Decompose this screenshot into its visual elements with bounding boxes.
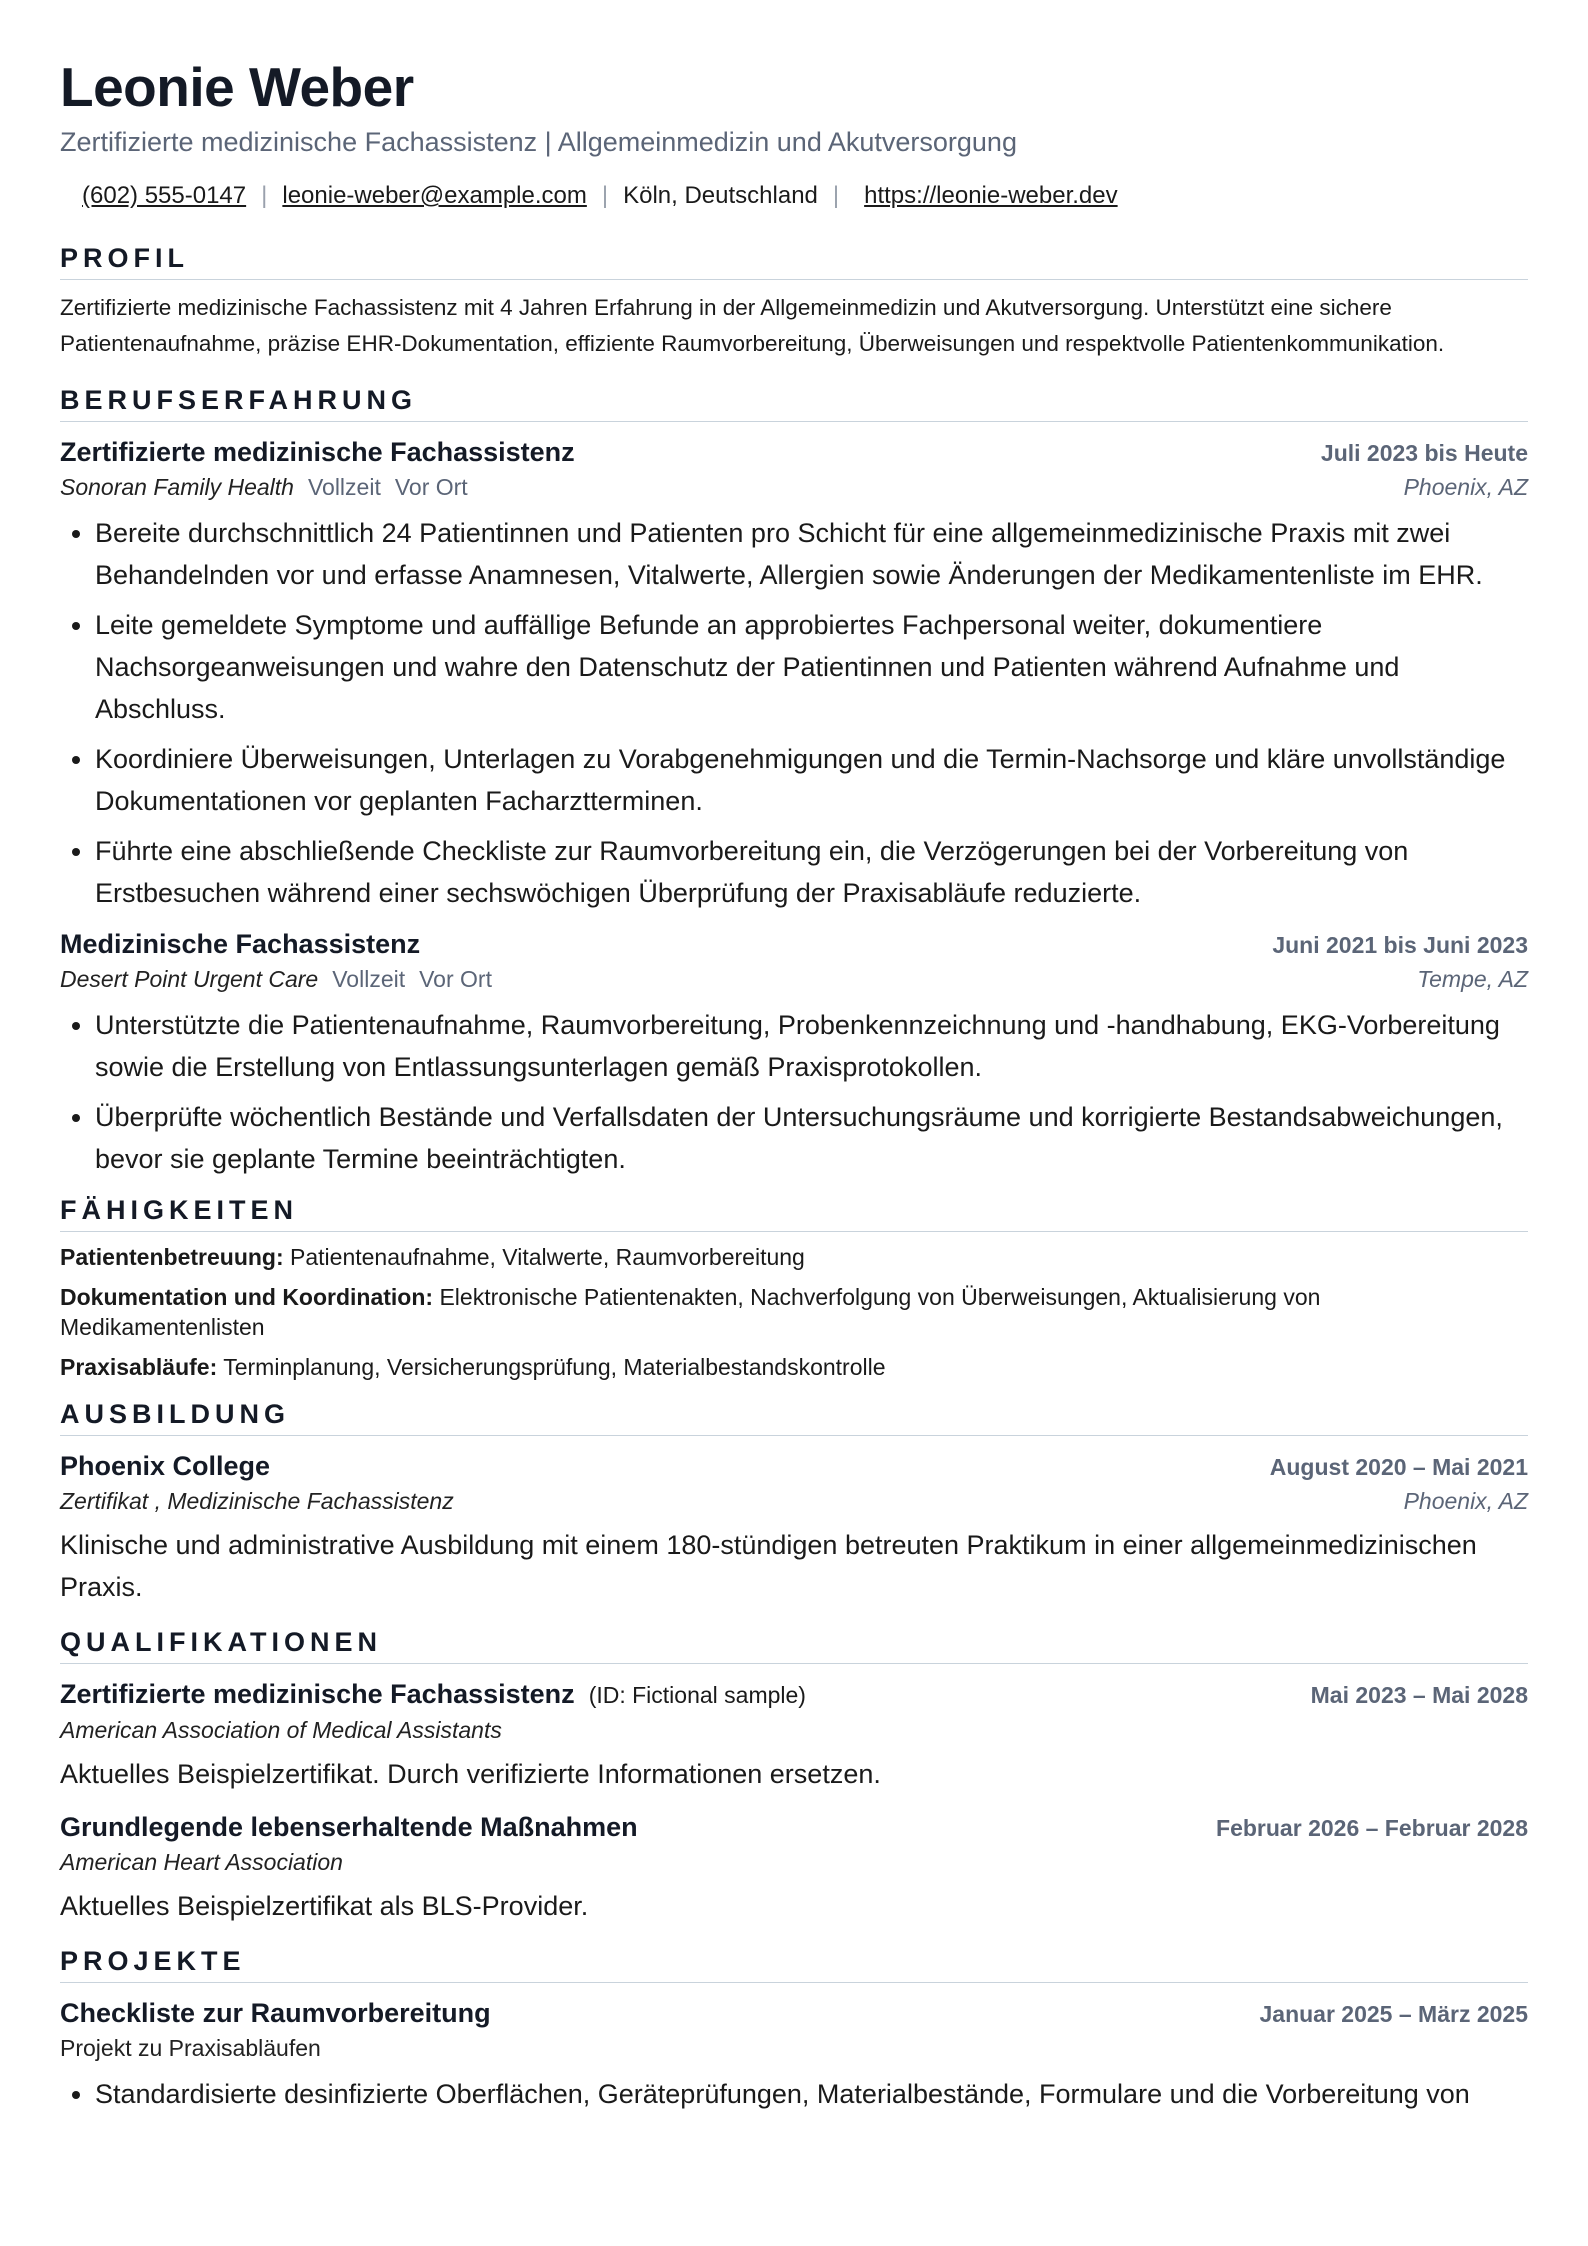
skill-label: Dokumentation und Koordination:	[60, 1284, 434, 1310]
project-title: Checkliste zur Raumvorbereitung	[60, 1998, 491, 2028]
degree: Zertifikat , Medizinische Fachassistenz	[60, 1488, 454, 1514]
qualification-title: Grundlegende lebenserhaltende Maßnahmen	[60, 1812, 638, 1842]
job-title: Zertifizierte medizinische Fachassistenz	[60, 437, 575, 467]
qualification-id: (ID: Fictional sample)	[588, 1682, 806, 1708]
project-entry	[60, 1995, 1528, 2115]
location-text: Köln, Deutschland	[623, 182, 818, 209]
separator: |	[832, 182, 840, 209]
list-item: • Führte eine abschließende Checkliste zur Raumvorbereitung ein, die Verzögerungen bei der Vorbereitung von Erstbesuchen während einer sechswöchigen Überprüfung der Praxisabläufe reduzierte.	[95, 830, 1528, 914]
job-company: Sonoran Family Health Vollzeit Vor Ort	[60, 474, 468, 500]
separator: |	[261, 182, 268, 209]
person-name: Leonie Weber	[60, 56, 414, 118]
header	[60, 52, 1528, 213]
section-heading-skills: FÄHIGKEITEN	[60, 1192, 1528, 1232]
job-date: Juni 2021 bis Juni 2023	[1272, 932, 1528, 958]
skill-value: Terminplanung, Versicherungsprüfung, Materialbestandskontrolle	[223, 1354, 886, 1380]
skill-label: Patientenbetreuung:	[60, 1244, 284, 1270]
qualification-description: Aktuelles Beispielzertifikat. Durch verifizierte Informationen ersetzen.	[60, 1759, 881, 1789]
qualification-description: Aktuelles Beispielzertifikat als BLS-Provider.	[60, 1891, 589, 1921]
skill-group	[60, 1352, 1528, 1382]
qualification-entry	[60, 1809, 1528, 1927]
list-item: • Bereite durchschnittlich 24 Patientinnen und Patienten pro Schicht für eine allgemeinmedizinische Praxis mit zwei Behandelnden vor und erfasse Anamnesen, Vitalwerte, Allergien sowie Änderungen der Medikamentenliste im EHR.	[95, 512, 1528, 596]
job-title: Medizinische Fachassistenz	[60, 929, 421, 959]
list-item: • Unterstützte die Patientenaufnahme, Raumvorbereitung, Probenkennzeichnung und -handhabung, EKG-Vorbereitung sowie die Erstellung von Entlassungsunterlagen gemäß Praxisprotokollen.	[95, 1004, 1528, 1088]
job-entry	[60, 926, 1528, 1180]
job-location: Phoenix, AZ	[1403, 474, 1528, 500]
section-heading-education: AUSBILDUNG	[60, 1396, 1528, 1436]
job-mode: Vor Ort	[394, 474, 468, 500]
qualification-date: Mai 2023 – Mai 2028	[1310, 1682, 1528, 1708]
skill-label: Praxisabläufe:	[60, 1354, 218, 1380]
job-type: Vollzeit	[307, 474, 381, 500]
qualification-date: Februar 2026 – Februar 2028	[1216, 1815, 1528, 1841]
education-entry	[60, 1448, 1528, 1608]
skill-value: Patientenaufnahme, Vitalwerte, Raumvorbereitung	[290, 1244, 805, 1270]
qualification-entry	[60, 1676, 1528, 1795]
education-date: August 2020 – Mai 2021	[1269, 1454, 1528, 1480]
project-bullets	[60, 2073, 1528, 2115]
section-heading-profile: PROFIL	[60, 240, 1528, 280]
list-item: • Standardisierte desinfizierte Oberflächen, Geräteprüfungen, Materialbestände, Formulare und die Vorbereitung von	[95, 2073, 1528, 2115]
section-heading-projects: PROJEKTE	[60, 1943, 1528, 1983]
qualification-title: Zertifizierte medizinische Fachassistenz (ID: Fictional sample)	[60, 1679, 806, 1709]
separator: |	[601, 182, 609, 209]
qualification-issuer: American Heart Association	[60, 1849, 343, 1875]
list-item: • Koordiniere Überweisungen, Unterlagen zu Vorabgenehmigungen und die Termin-Nachsorge und kläre unvollständige Dokumentationen vor geplanten Facharztterminen.	[95, 738, 1528, 822]
list-item: • Leite gemeldete Symptome und auffällige Befunde an approbiertes Fachpersonal weiter, dokumentiere Nachsorgeanweisungen und wahre den Datenschutz der Patientinnen und Patienten während Aufnahme und Abschluss.	[95, 604, 1528, 730]
section-heading-qualifications: QUALIFIKATIONEN	[60, 1624, 1528, 1664]
contact-line	[60, 179, 1528, 213]
resume-page	[60, 52, 1528, 2123]
project-subtitle: Projekt zu Praxisabläufen	[60, 2035, 321, 2061]
job-date: Juli 2023 bis Heute	[1320, 440, 1528, 466]
skill-value: Elektronische Patientenakten, Nachverfolgung von Überweisungen, Aktualisierung von Medikamentenlisten	[60, 1284, 1321, 1340]
profile-summary: Zertifizierte medizinische Fachassistenz mit 4 Jahren Erfahrung in der Allgemeinmedizin und Akutversorgung. Unterstützt eine sichere Patientenaufnahme, präzise EHR-Dokumentation, effiziente Raumvorbereitung, Überweisungen und respektvolle Patientenkommunikation.	[60, 295, 1445, 356]
skill-group	[60, 1282, 1528, 1342]
job-type: Vollzeit	[332, 966, 406, 992]
job-bullets	[60, 512, 1528, 914]
qualification-issuer: American Association of Medical Assistants	[60, 1717, 502, 1743]
email-link[interactable]: leonie-weber@example.com	[282, 182, 587, 209]
education-description: Klinische und administrative Ausbildung mit einem 180-stündigen betreuten Praktikum in einer allgemeinmedizinischen Praxis.	[60, 1530, 1477, 1602]
phone-link[interactable]: (602) 555-0147	[82, 182, 247, 209]
education-location: Phoenix, AZ	[1403, 1488, 1528, 1514]
skill-group	[60, 1242, 1528, 1272]
job-bullets	[60, 1004, 1528, 1180]
website-link[interactable]: https://leonie-weber.dev	[864, 182, 1118, 209]
headline: Zertifizierte medizinische Fachassistenz | Allgemeinmedizin und Akutversorgung	[60, 127, 1017, 157]
list-item: • Überprüfte wöchentlich Bestände und Verfallsdaten der Untersuchungsräume und korrigierte Bestandsabweichungen, bevor sie geplante Termine beeinträchtigten.	[95, 1096, 1528, 1180]
job-entry	[60, 434, 1528, 914]
project-date: Januar 2025 – März 2025	[1259, 2001, 1528, 2027]
school-name: Phoenix College	[60, 1451, 271, 1481]
job-location: Tempe, AZ	[1417, 966, 1528, 992]
job-company: Desert Point Urgent Care Vollzeit Vor Ort	[60, 966, 492, 992]
section-heading-experience: BERUFSERFAHRUNG	[60, 382, 1528, 422]
job-mode: Vor Ort	[419, 966, 492, 992]
